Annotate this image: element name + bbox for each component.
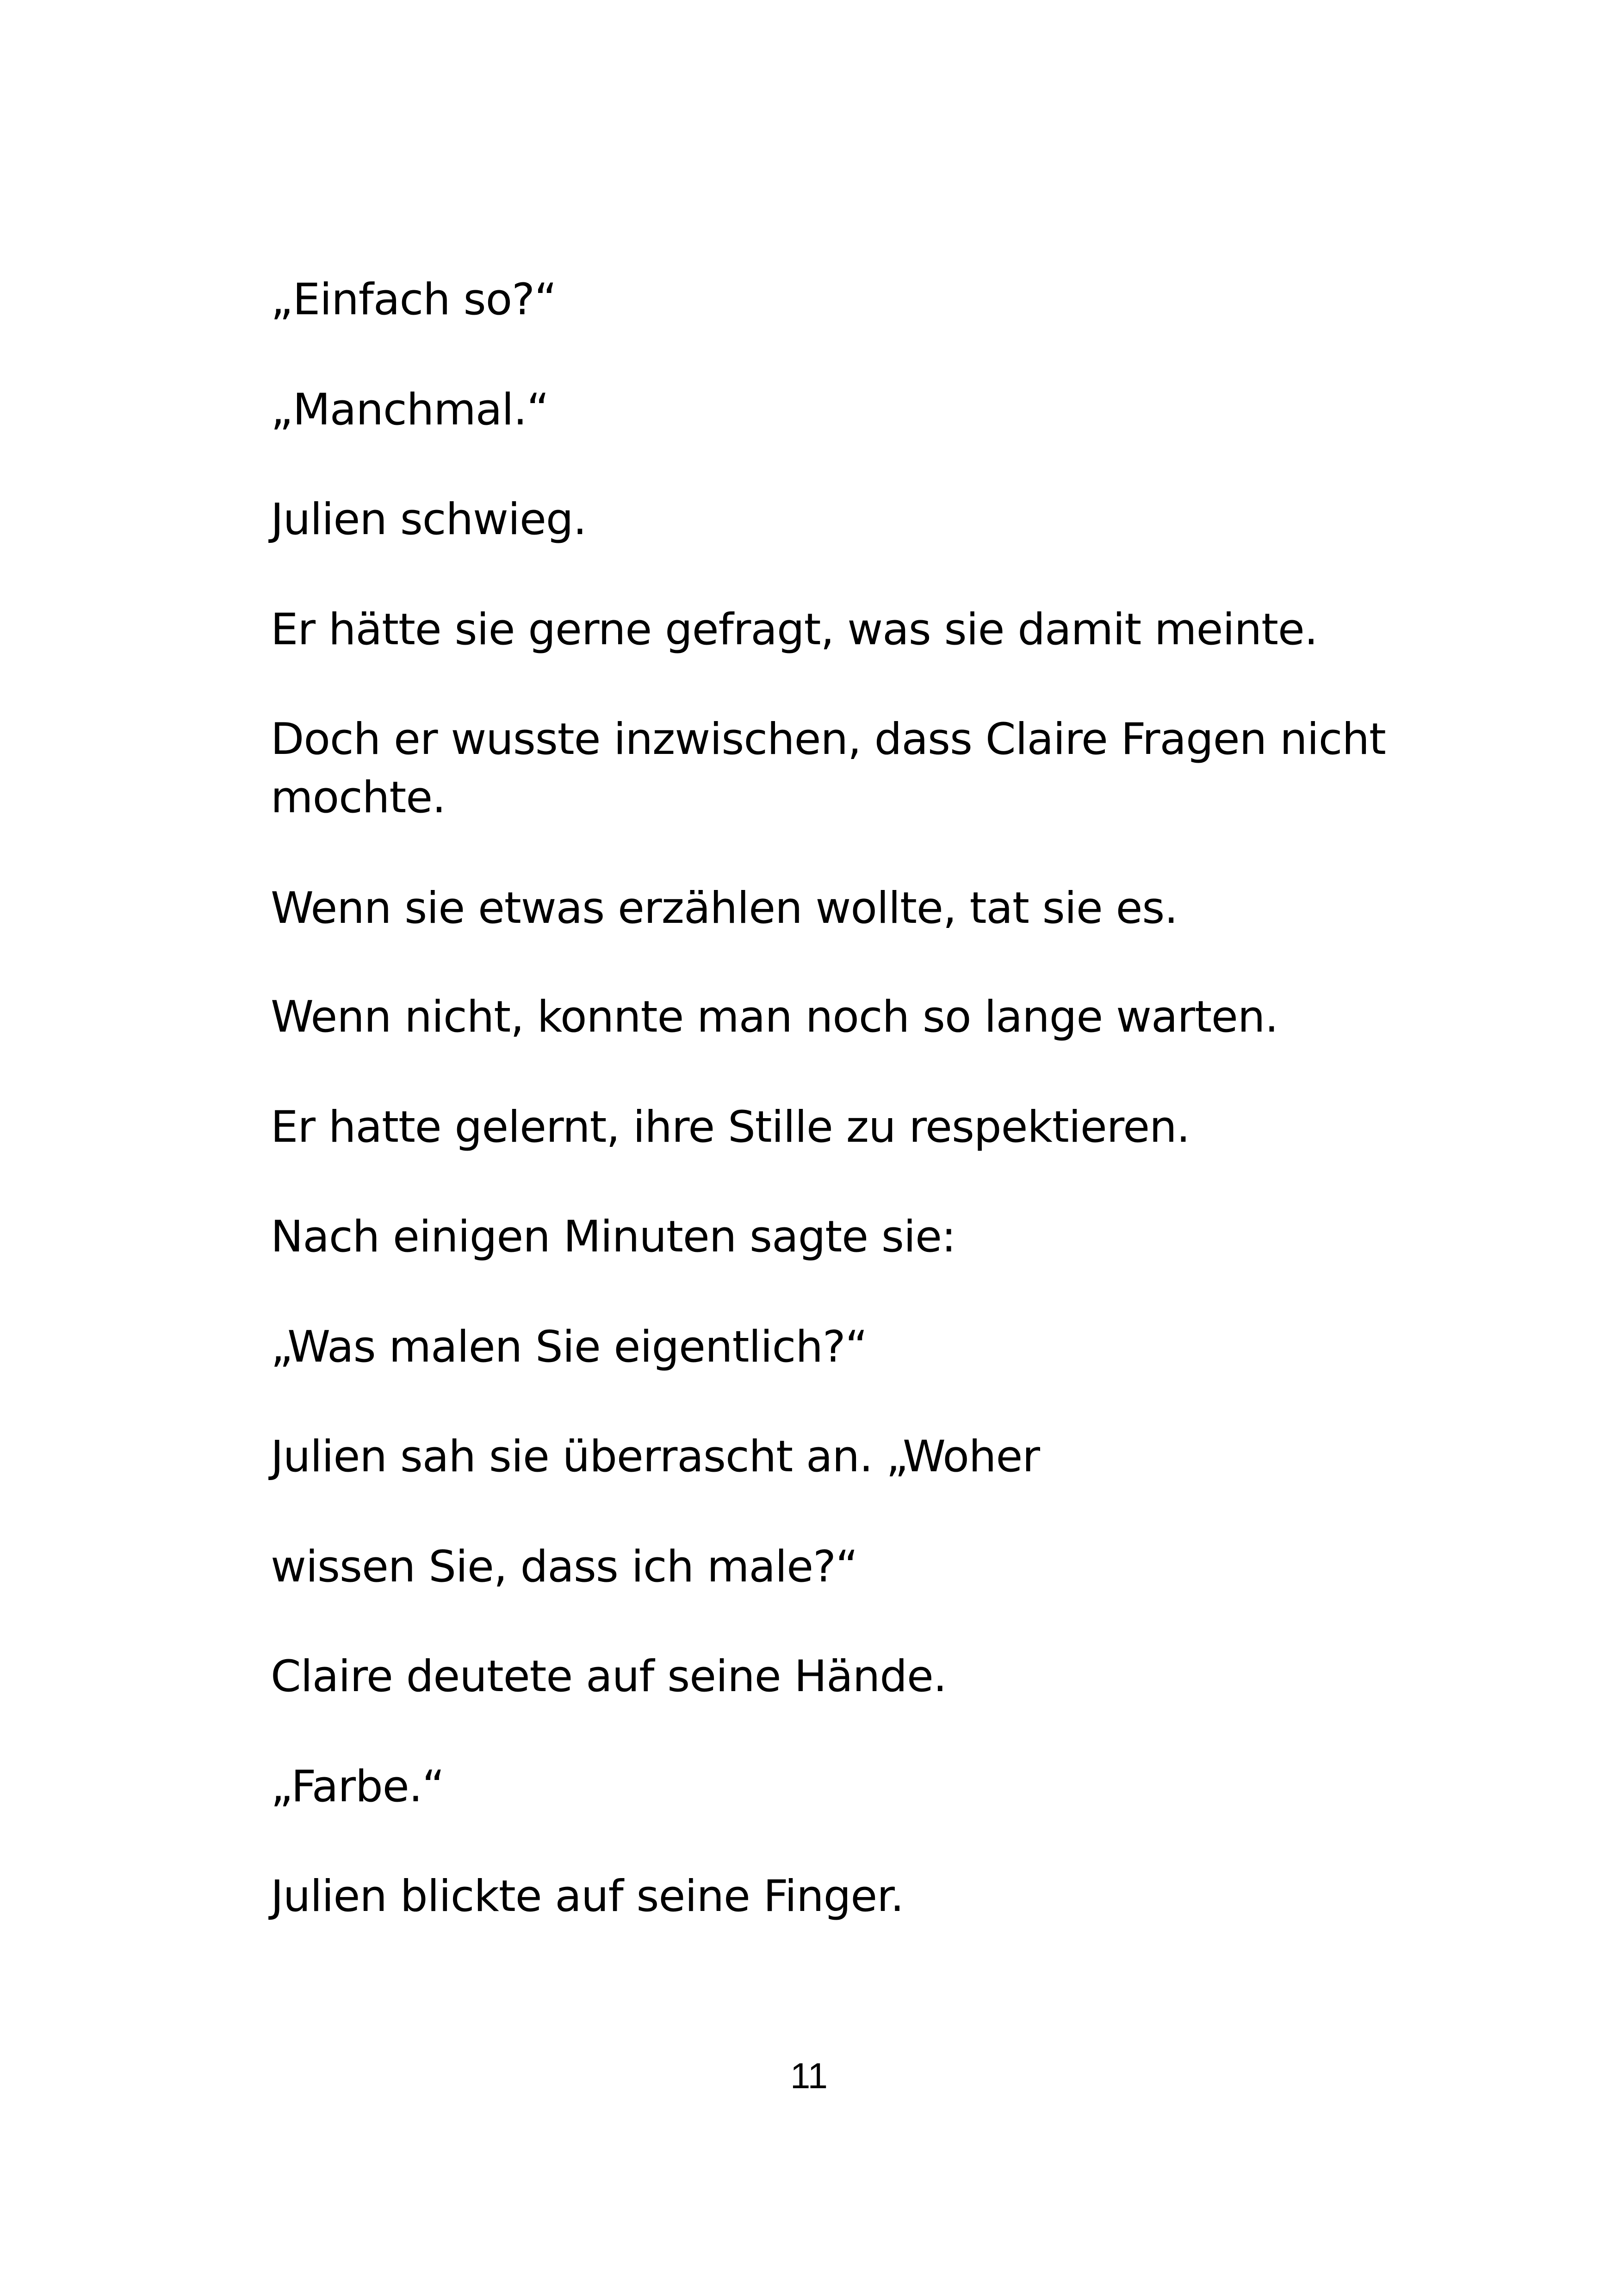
paragraph: „Farbe.“ bbox=[271, 1761, 445, 1812]
paragraph: Wenn nicht, konnte man noch so lange warten. bbox=[271, 992, 1278, 1042]
paragraph: wissen Sie, dass ich male?“ bbox=[271, 1542, 858, 1592]
paragraph: Julien schwieg. bbox=[271, 494, 587, 545]
paragraph: Claire deutete auf seine Hände. bbox=[271, 1651, 947, 1702]
paragraph: Doch er wusste inzwischen, dass Claire Fragen nicht mochte. bbox=[271, 714, 1386, 823]
page-number: 11 bbox=[790, 2055, 828, 2096]
paragraph: Wenn sie etwas erzählen wollte, tat sie es. bbox=[271, 883, 1178, 933]
paragraph: Er hätte sie gerne gefragt, was sie damit meinte. bbox=[271, 604, 1318, 655]
paragraph: „Was malen Sie eigentlich?“ bbox=[271, 1322, 868, 1372]
paragraph: Er hatte gelernt, ihre Stille zu respektieren. bbox=[271, 1102, 1190, 1152]
paragraph: Julien blickte auf seine Finger. bbox=[271, 1871, 904, 1922]
paragraph: „Manchmal.“ bbox=[271, 385, 549, 435]
paragraph: „Einfach so?“ bbox=[271, 274, 557, 325]
paragraph: Julien sah sie überrascht an. „Woher bbox=[271, 1431, 1040, 1482]
paragraph: Nach einigen Minuten sagte sie: bbox=[271, 1212, 956, 1262]
